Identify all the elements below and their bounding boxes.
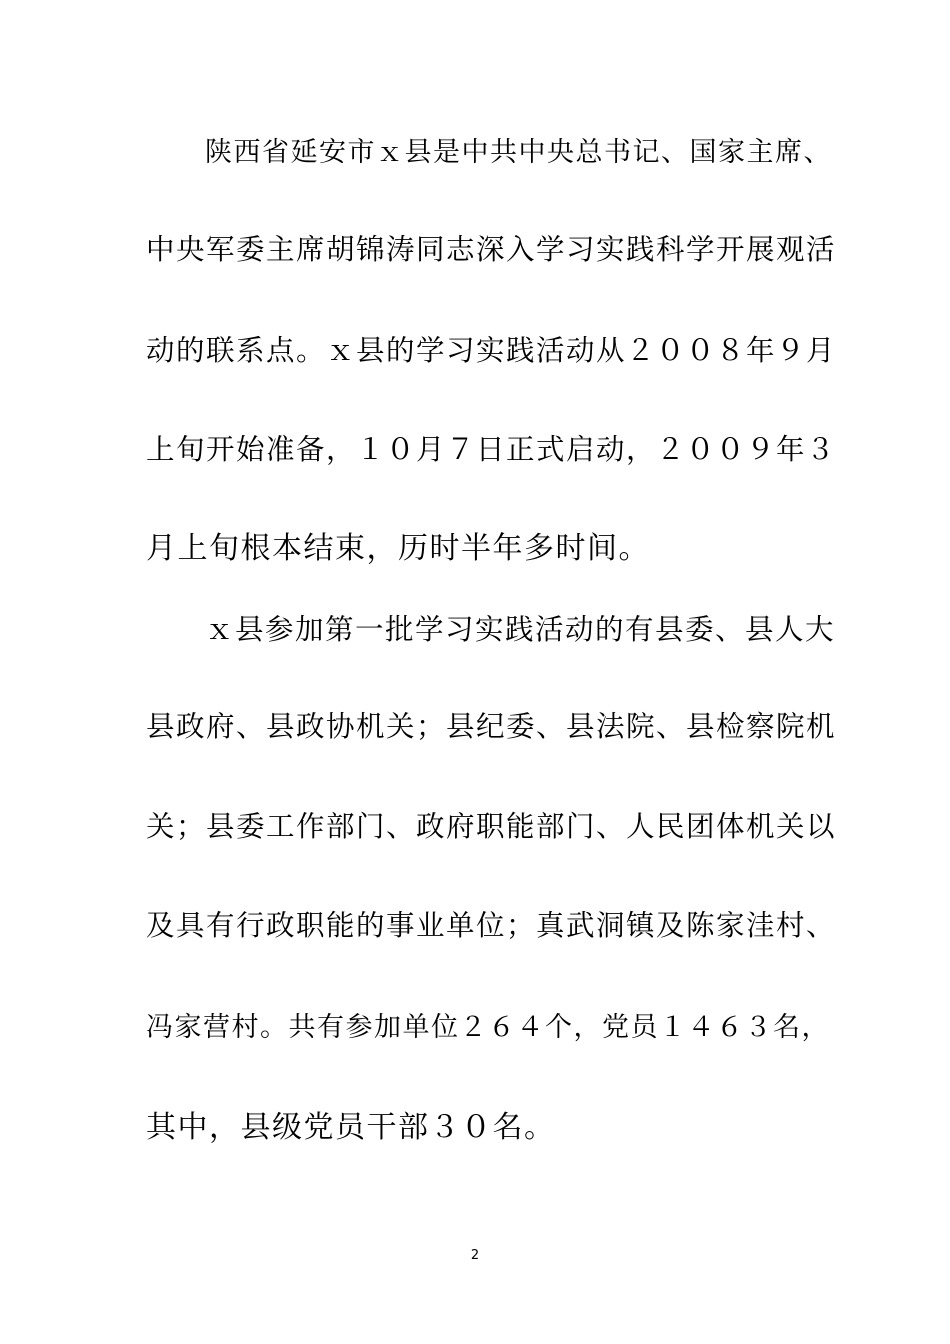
page-number: 2 <box>470 1248 480 1263</box>
paragraph-1-line-1: 陕西省延安市ｘ县是中共中央总书记、国家主席、 <box>205 137 832 168</box>
paragraph-2-line-3: 关；县委工作部门、政府职能部门、人民团体机关以 <box>146 810 837 843</box>
paragraph-1-line-3: 动的联系点。ｘ县的学习实践活动从２００８年９月 <box>146 334 837 367</box>
paragraph-2-line-2: 县政府、县政协机关；县纪委、县法院、县检察院机 <box>146 710 837 743</box>
paragraph-1-line-2: 中央军委主席胡锦涛同志深入学习实践科学开展观活 <box>146 233 837 266</box>
paragraph-1-line-4: 上旬开始准备，１０月７日正式启动，２００９年３ <box>146 433 837 466</box>
paragraph-2-line-5: 冯家营村。共有参加单位２６４个，党员１４６３名， <box>146 1012 830 1043</box>
paragraph-2-line-1: ｘ县参加第一批学习实践活动的有县委、县人大 <box>205 613 836 646</box>
paragraph-1-line-5: 月上旬根本结束，历时半年多时间。 <box>146 531 650 566</box>
paragraph-2-line-4: 及具有行政职能的事业单位；真武洞镇及陈家洼村、 <box>146 909 837 942</box>
paragraph-2-line-6: 其中，县级党员干部３０名。 <box>146 1110 556 1145</box>
